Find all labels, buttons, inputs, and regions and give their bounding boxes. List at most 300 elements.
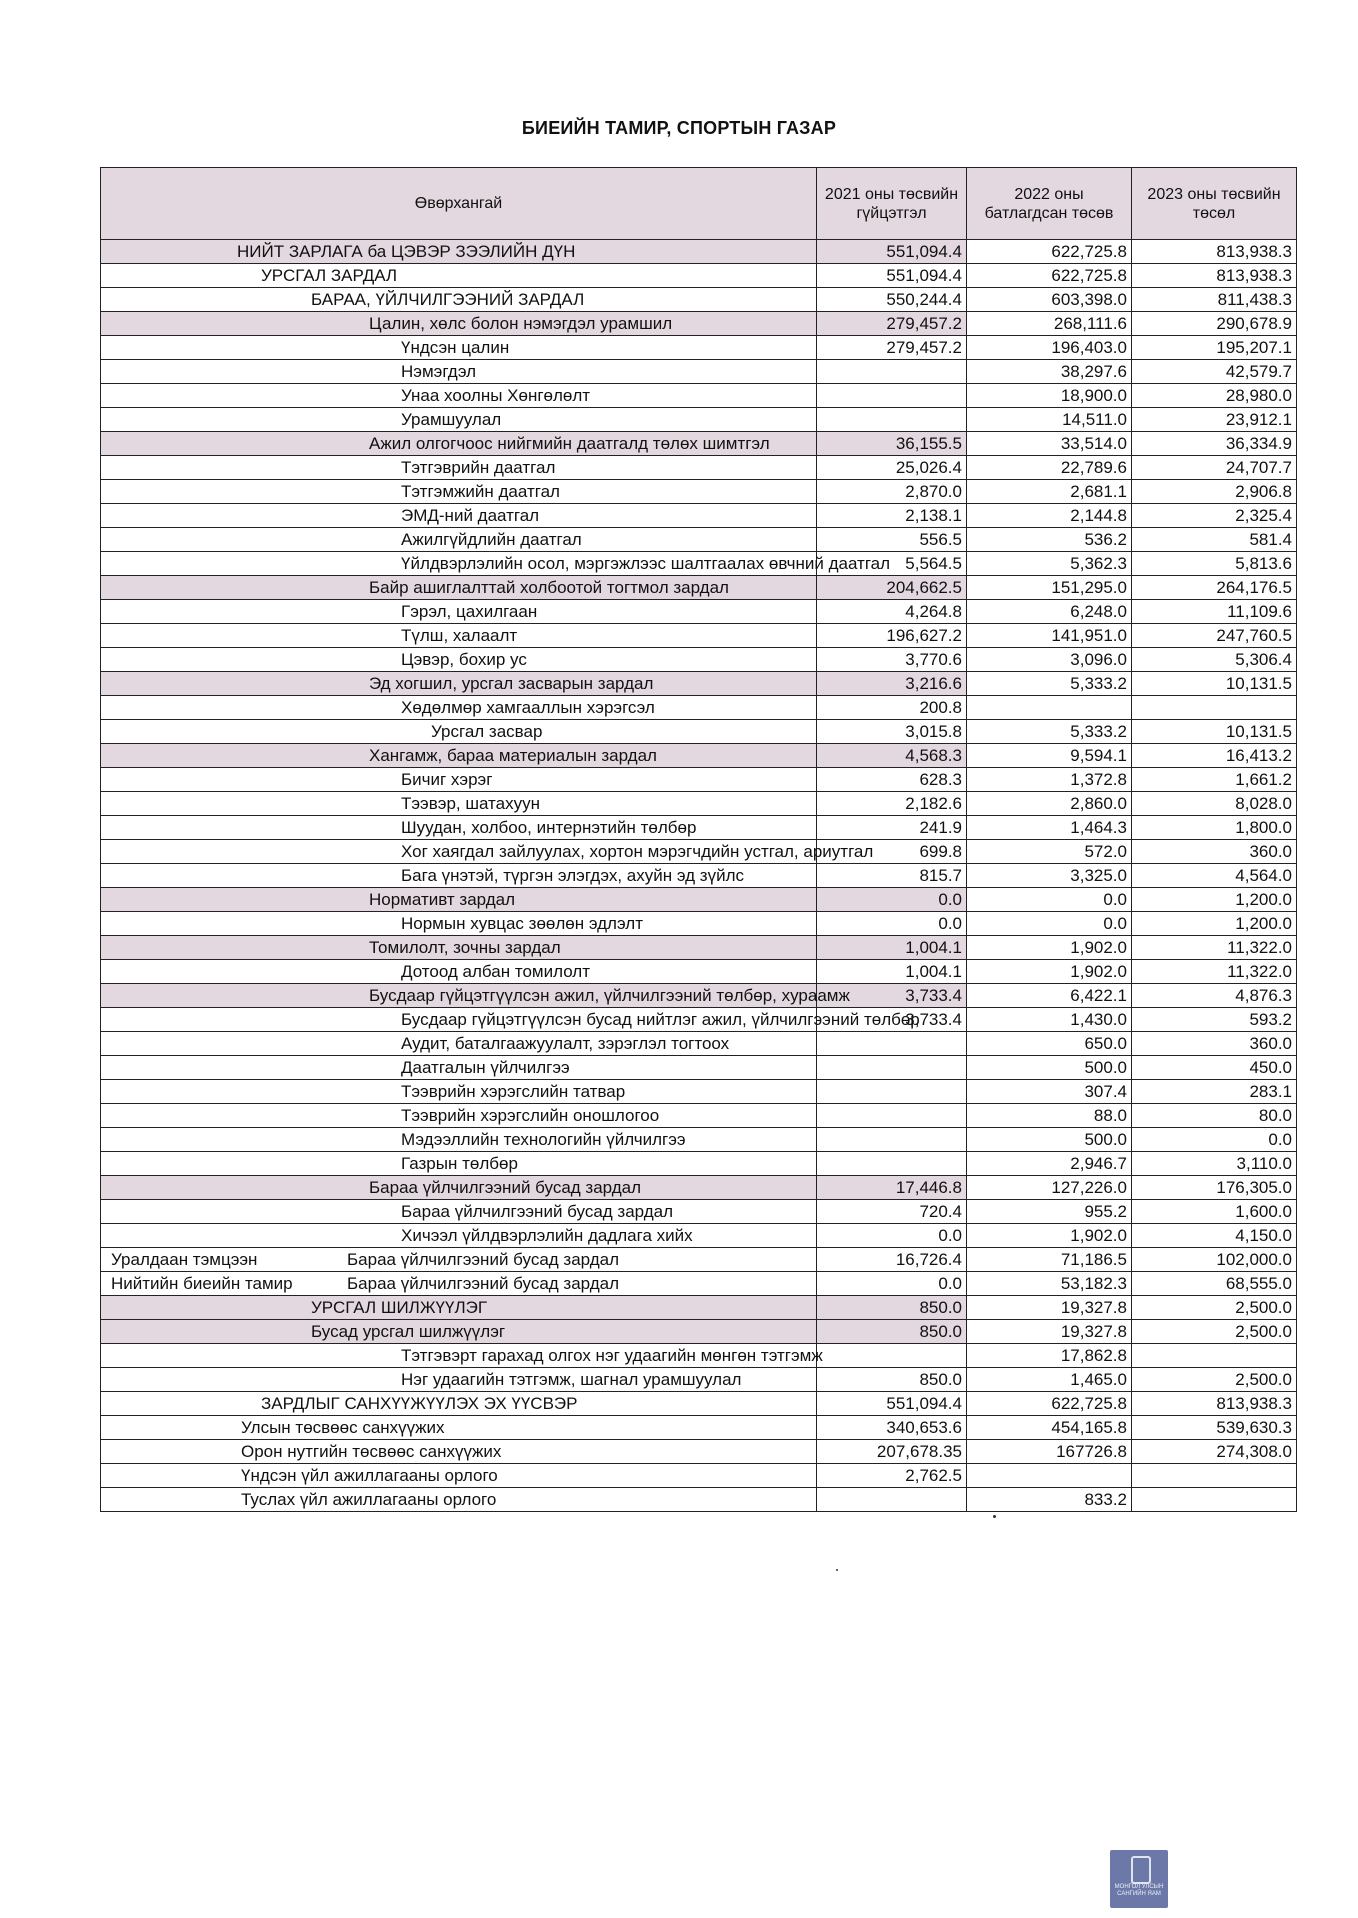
value-cell-2021: 0.0 [817,912,967,936]
soyombo-icon [1131,1856,1151,1884]
value-cell-2021: 25,026.4 [817,456,967,480]
table-row [101,864,1297,888]
row-label: Орон нутгийн төсвөөс санхүүжих [241,1442,502,1461]
table-row [101,1416,1297,1440]
value-cell-2021: 3,733.4 [817,1008,967,1032]
table-row [101,672,1297,696]
row-label-cell [101,480,817,504]
value-cell-2021 [817,1128,967,1152]
row-label: Нормын хувцас зөөлөн эдлэлт [401,914,643,933]
value-cell-2023: 80.0 [1132,1104,1297,1128]
row-label-cell [101,984,850,1008]
value-cell-2022: 14,511.0 [967,408,1132,432]
value-cell-2022: 9,594.1 [967,744,1132,768]
table-row [101,1440,1297,1464]
table-row [101,624,1297,648]
table-row [101,1104,1297,1128]
value-cell-2023: 4,564.0 [1132,864,1297,888]
value-cell-2022: 1,902.0 [967,936,1132,960]
value-cell-2023: 23,912.1 [1132,408,1297,432]
table-row [101,528,1297,552]
value-cell-2022: 622,725.8 [967,240,1132,264]
value-cell-2023 [1132,1464,1297,1488]
value-cell-2023 [1132,1344,1297,1368]
value-cell-2021: 850.0 [817,1296,967,1320]
table-row [101,408,1297,432]
value-cell-2023: 4,150.0 [1132,1224,1297,1248]
row-label: Хөдөлмөр хамгааллын хэрэгсэл [401,698,655,717]
table-row [101,1200,1297,1224]
value-cell-2021: 2,870.0 [817,480,967,504]
value-cell-2021: 0.0 [817,1272,967,1296]
row-group-label: Нийтийн биеийн тамир [111,1274,293,1293]
row-label: УРСГАЛ ШИЛЖҮҮЛЭГ [311,1298,488,1317]
row-label: Ажилгүйдлийн даатгал [401,530,582,549]
table-row [101,312,1297,336]
row-label-cell [101,1344,823,1368]
table-row [101,1344,1297,1368]
row-label-cell [101,1416,817,1440]
header-2021: 2021 оны төсвийн гүйцэтгэл [817,168,967,240]
table-row [101,360,1297,384]
row-label: Тэтгэвэрт гарахад олгох нэг удаагийн мөнгөн тэтгэмж [401,1346,823,1365]
value-cell-2021: 550,244.4 [817,288,967,312]
row-label-cell [101,360,817,384]
table-row [101,240,1297,264]
value-cell-2023: 283.1 [1132,1080,1297,1104]
value-cell-2023: 247,760.5 [1132,624,1297,648]
table-row [101,648,1297,672]
value-cell-2021: 4,568.3 [817,744,967,768]
value-cell-2021 [817,360,967,384]
value-cell-2023: 450.0 [1132,1056,1297,1080]
table-row [101,1128,1297,1152]
row-label-cell [101,960,817,984]
table-row [101,432,1297,456]
row-label: Бусад урсгал шилжүүлэг [311,1322,506,1341]
value-cell-2022: 955.2 [967,1200,1132,1224]
row-label-cell [101,1248,817,1272]
value-cell-2023: 3,110.0 [1132,1152,1297,1176]
row-label: Нэг удаагийн тэтгэмж, шагнал урамшуулал [401,1370,742,1389]
table-row [101,1008,1297,1032]
value-cell-2021: 628.3 [817,768,967,792]
row-label-cell [101,864,817,888]
value-cell-2022: 0.0 [967,912,1132,936]
value-cell-2022: 650.0 [967,1032,1132,1056]
value-cell-2023: 264,176.5 [1132,576,1297,600]
value-cell-2023: 581.4 [1132,528,1297,552]
table-row [101,1080,1297,1104]
value-cell-2022: 2,681.1 [967,480,1132,504]
table-row [101,1224,1297,1248]
value-cell-2021: 1,004.1 [817,936,967,960]
value-cell-2022: 1,464.3 [967,816,1132,840]
value-cell-2021 [817,408,967,432]
row-label-cell [101,552,891,576]
row-label: Улсын төсвөөс санхүүжих [241,1418,445,1437]
row-label-cell [101,840,874,864]
ministry-seal [1110,1850,1168,1908]
value-cell-2023: 1,661.2 [1132,768,1297,792]
row-label-cell [101,1272,817,1296]
table-row [101,1392,1297,1416]
value-cell-2023: 539,630.3 [1132,1416,1297,1440]
value-cell-2022: 167726.8 [967,1440,1132,1464]
value-cell-2022: 53,182.3 [967,1272,1132,1296]
row-label-cell [101,720,817,744]
table-row [101,960,1297,984]
header-region: Өвөрхангай [101,168,817,240]
value-cell-2022: 196,403.0 [967,336,1132,360]
row-label-cell [101,576,817,600]
value-cell-2023: 1,200.0 [1132,912,1297,936]
table-row [101,1152,1297,1176]
value-cell-2023: 1,600.0 [1132,1200,1297,1224]
value-cell-2023: 11,322.0 [1132,936,1297,960]
value-cell-2023: 360.0 [1132,840,1297,864]
row-label: Унаа хоолны Хөнгөлөлт [401,386,591,405]
row-label: БАРАА, ҮЙЛЧИЛГЭЭНИЙ ЗАРДАЛ [311,290,585,309]
row-label: Нэмэгдэл [401,362,477,381]
row-label: Туслах үйл ажиллагааны орлого [241,1490,497,1509]
row-label-cell [101,1056,817,1080]
value-cell-2023: 5,306.4 [1132,648,1297,672]
row-label-cell [101,888,817,912]
row-label-cell [101,336,817,360]
value-cell-2021: 720.4 [817,1200,967,1224]
value-cell-2021: 4,264.8 [817,600,967,624]
table-row [101,1488,1297,1512]
value-cell-2022: 33,514.0 [967,432,1132,456]
value-cell-2022: 71,186.5 [967,1248,1132,1272]
table-row [101,816,1297,840]
row-label: Хичээл үйлдвэрлэлийн дадлага хийх [401,1226,693,1245]
value-cell-2022: 1,372.8 [967,768,1132,792]
table-row [101,1296,1297,1320]
row-label-cell [101,696,817,720]
row-label-cell [101,648,817,672]
value-cell-2021 [817,1080,967,1104]
value-cell-2021: 16,726.4 [817,1248,967,1272]
row-label-cell [101,1296,817,1320]
row-label-cell [101,744,817,768]
header-2023: 2023 оны төсвийн төсөл [1132,168,1297,240]
value-cell-2021: 551,094.4 [817,240,967,264]
value-cell-2022: 1,430.0 [967,1008,1132,1032]
row-label: Үндсэн цалин [401,338,510,357]
value-cell-2021: 340,653.6 [817,1416,967,1440]
value-cell-2021 [817,1104,967,1128]
table-row [101,984,1297,1008]
row-label-cell [101,1200,817,1224]
scan-speck [836,1569,838,1571]
value-cell-2021: 2,182.6 [817,792,967,816]
value-cell-2023: 11,109.6 [1132,600,1297,624]
value-cell-2021: 551,094.4 [817,1392,967,1416]
value-cell-2021 [817,1344,967,1368]
row-label-cell [101,1128,817,1152]
row-label: Гэрэл, цахилгаан [401,602,538,621]
row-label: НИЙТ ЗАРЛАГА ба ЦЭВЭР ЗЭЭЛИЙН ДҮН [237,242,576,261]
value-cell-2022: 500.0 [967,1128,1132,1152]
value-cell-2023: 195,207.1 [1132,336,1297,360]
value-cell-2023: 813,938.3 [1132,240,1297,264]
row-label: УРСГАЛ ЗАРДАЛ [261,266,398,285]
value-cell-2022: 622,725.8 [967,1392,1132,1416]
row-label: Урсгал засвар [431,722,543,741]
header-2022: 2022 оны батлагдсан төсөв [967,168,1132,240]
value-cell-2022: 622,725.8 [967,264,1132,288]
row-label-cell [101,1464,817,1488]
value-cell-2022: 0.0 [967,888,1132,912]
value-cell-2022: 3,096.0 [967,648,1132,672]
value-cell-2022: 19,327.8 [967,1296,1132,1320]
value-cell-2021: 551,094.4 [817,264,967,288]
value-cell-2021: 815.7 [817,864,967,888]
value-cell-2021: 2,138.1 [817,504,967,528]
table-row [101,744,1297,768]
row-label: ЭМД-ний даатгал [401,506,540,525]
budget-table [100,167,1297,1512]
row-label-cell [101,912,817,936]
row-label-cell [101,1488,817,1512]
row-label: Газрын төлбөр [401,1154,518,1173]
table-row [101,912,1297,936]
value-cell-2023: 2,500.0 [1132,1368,1297,1392]
row-label-cell [101,408,817,432]
table-row [101,888,1297,912]
value-cell-2021: 556.5 [817,528,967,552]
row-label: Тэтгэврийн даатгал [401,458,556,477]
value-cell-2022: 307.4 [967,1080,1132,1104]
table-row [101,1272,1297,1296]
value-cell-2022: 22,789.6 [967,456,1132,480]
value-cell-2021: 2,762.5 [817,1464,967,1488]
value-cell-2022: 1,465.0 [967,1368,1132,1392]
row-label: Мэдээллийн технологийн үйлчилгээ [401,1130,686,1149]
row-label-cell [101,264,817,288]
value-cell-2023: 176,305.0 [1132,1176,1297,1200]
value-cell-2022: 38,297.6 [967,360,1132,384]
row-label: Хангамж, бараа материалын зардал [369,746,657,765]
value-cell-2023: 5,813.6 [1132,552,1297,576]
value-cell-2021: 0.0 [817,888,967,912]
table-row [101,1248,1297,1272]
value-cell-2022: 833.2 [967,1488,1132,1512]
row-label-cell [101,288,817,312]
value-cell-2022: 3,325.0 [967,864,1132,888]
value-cell-2022: 5,333.2 [967,672,1132,696]
value-cell-2022: 17,862.8 [967,1344,1132,1368]
value-cell-2023: 24,707.7 [1132,456,1297,480]
table-row [101,456,1297,480]
value-cell-2021: 5,564.5 [817,552,967,576]
value-cell-2023: 274,308.0 [1132,1440,1297,1464]
value-cell-2022: 19,327.8 [967,1320,1132,1344]
table-row [101,552,1297,576]
table-row [101,1056,1297,1080]
row-label: Тээвэр, шатахуун [401,794,540,813]
value-cell-2021: 3,015.8 [817,720,967,744]
value-cell-2023: 11,322.0 [1132,960,1297,984]
value-cell-2021: 196,627.2 [817,624,967,648]
value-cell-2023: 10,131.5 [1132,720,1297,744]
value-cell-2021: 207,678.35 [817,1440,967,1464]
value-cell-2023: 68,555.0 [1132,1272,1297,1296]
value-cell-2022: 2,144.8 [967,504,1132,528]
value-cell-2022: 18,900.0 [967,384,1132,408]
table-row [101,504,1297,528]
row-label-cell [101,672,817,696]
value-cell-2023: 2,500.0 [1132,1320,1297,1344]
value-cell-2023: 10,131.5 [1132,672,1297,696]
value-cell-2022: 141,951.0 [967,624,1132,648]
row-label-cell [101,384,817,408]
row-label: Бусдаар гүйцэтгүүлсэн бусад нийтлэг ажил, үйлчилгээний төлбөр [401,1010,920,1029]
row-label-cell [101,1080,817,1104]
row-label: Түлш, халаалт [401,626,518,645]
value-cell-2022: 1,902.0 [967,1224,1132,1248]
value-cell-2023: 813,938.3 [1132,1392,1297,1416]
row-label: Бараа үйлчилгээний бусад зардал [347,1250,620,1269]
value-cell-2023 [1132,1488,1297,1512]
value-cell-2021: 17,446.8 [817,1176,967,1200]
value-cell-2021: 3,770.6 [817,648,967,672]
row-label-cell [101,1224,817,1248]
row-label: Бараа үйлчилгээний бусад зардал [347,1274,620,1293]
row-group-label: Уралдаан тэмцээн [111,1250,258,1269]
value-cell-2023: 2,325.4 [1132,504,1297,528]
value-cell-2021 [817,1032,967,1056]
row-label-cell [101,504,817,528]
row-label-cell [101,432,817,456]
value-cell-2023 [1132,696,1297,720]
table-row [101,600,1297,624]
value-cell-2021: 204,662.5 [817,576,967,600]
value-cell-2022: 6,422.1 [967,984,1132,1008]
value-cell-2021: 850.0 [817,1320,967,1344]
table-row [101,480,1297,504]
row-label-cell [101,1440,817,1464]
row-label: Үндсэн үйл ажиллагааны орлого [241,1466,498,1485]
row-label: Эд хогшил, урсгал засварын зардал [369,674,654,693]
row-label-cell [101,1176,817,1200]
value-cell-2023: 290,678.9 [1132,312,1297,336]
row-label: Урамшуулал [401,410,502,429]
table-row [101,720,1297,744]
value-cell-2022: 151,295.0 [967,576,1132,600]
value-cell-2023: 36,334.9 [1132,432,1297,456]
value-cell-2022: 500.0 [967,1056,1132,1080]
row-label: Бичиг хэрэг [401,770,493,789]
row-label: Тээврийн хэрэгслийн татвар [401,1082,626,1101]
value-cell-2021: 850.0 [817,1368,967,1392]
table-row [101,696,1297,720]
value-cell-2021: 3,733.4 [817,984,967,1008]
row-label: Бусдаар гүйцэтгүүлсэн ажил, үйлчилгээний төлбөр, хураамж [369,986,850,1005]
value-cell-2023: 16,413.2 [1132,744,1297,768]
value-cell-2021: 200.8 [817,696,967,720]
value-cell-2021 [817,384,967,408]
value-cell-2023: 593.2 [1132,1008,1297,1032]
table-header-row [101,168,1297,240]
row-label: Шуудан, холбоо, интернэтийн төлбөр [401,818,697,837]
table-row [101,264,1297,288]
row-label: Тээврийн хэрэгслийн оношлогоо [401,1106,660,1125]
value-cell-2022: 572.0 [967,840,1132,864]
value-cell-2022: 1,902.0 [967,960,1132,984]
row-label: Дотоод албан томилолт [401,962,590,981]
row-label: Томилолт, зочны зардал [369,938,561,957]
table-body [101,240,1297,1512]
row-label: Бараа үйлчилгээний бусад зардал [369,1178,642,1197]
row-label-cell [101,1152,817,1176]
row-label-cell [101,1320,817,1344]
table-row [101,768,1297,792]
row-label: Үйлдвэрлэлийн осол, мэргэжлээс шалтгаалах өвчний даатгал [401,554,891,573]
value-cell-2022: 6,248.0 [967,600,1132,624]
value-cell-2023: 102,000.0 [1132,1248,1297,1272]
table-row [101,384,1297,408]
table-row [101,1464,1297,1488]
value-cell-2021 [817,1056,967,1080]
value-cell-2022: 536.2 [967,528,1132,552]
row-label: Хог хаягдал зайлуулах, хортон мэрэгчдийн устгал, ариутгал [401,842,874,861]
seal-text: МОНГОЛ УЛСЫН САНГИЙН ЯАМ [1114,1884,1164,1897]
row-label-cell [101,312,817,336]
value-cell-2021: 1,004.1 [817,960,967,984]
value-cell-2023: 2,500.0 [1132,1296,1297,1320]
value-cell-2022 [967,1464,1132,1488]
value-cell-2023: 8,028.0 [1132,792,1297,816]
value-cell-2023: 4,876.3 [1132,984,1297,1008]
table-row [101,840,1297,864]
value-cell-2022: 88.0 [967,1104,1132,1128]
row-label-cell [101,600,817,624]
row-label-cell [101,768,817,792]
row-label-cell [101,1392,817,1416]
table-row [101,1368,1297,1392]
row-label: Аудит, баталгаажуулалт, зэрэглэл тогтоох [401,1034,730,1053]
value-cell-2021: 0.0 [817,1224,967,1248]
row-label: Бараа үйлчилгээний бусад зардал [401,1202,674,1221]
value-cell-2022: 5,362.3 [967,552,1132,576]
row-label-cell [101,1368,817,1392]
table-row [101,792,1297,816]
row-label-cell [101,936,817,960]
row-label: Нормативт зардал [369,890,516,909]
table-row [101,1320,1297,1344]
row-label-cell [101,624,817,648]
value-cell-2022: 268,111.6 [967,312,1132,336]
value-cell-2022: 603,398.0 [967,288,1132,312]
row-label: Байр ашиглалттай холбоотой тогтмол зардал [369,578,729,597]
row-label: Даатгалын үйлчилгээ [401,1058,570,1077]
value-cell-2023: 813,938.3 [1132,264,1297,288]
value-cell-2021: 699.8 [817,840,967,864]
scan-speck [993,1515,996,1518]
value-cell-2023: 42,579.7 [1132,360,1297,384]
row-label-cell [101,456,817,480]
value-cell-2023: 1,800.0 [1132,816,1297,840]
table-row [101,936,1297,960]
value-cell-2021 [817,1152,967,1176]
value-cell-2021: 279,457.2 [817,312,967,336]
table-row [101,1032,1297,1056]
row-label: Тэтгэмжийн даатгал [401,482,560,501]
table-row [101,576,1297,600]
